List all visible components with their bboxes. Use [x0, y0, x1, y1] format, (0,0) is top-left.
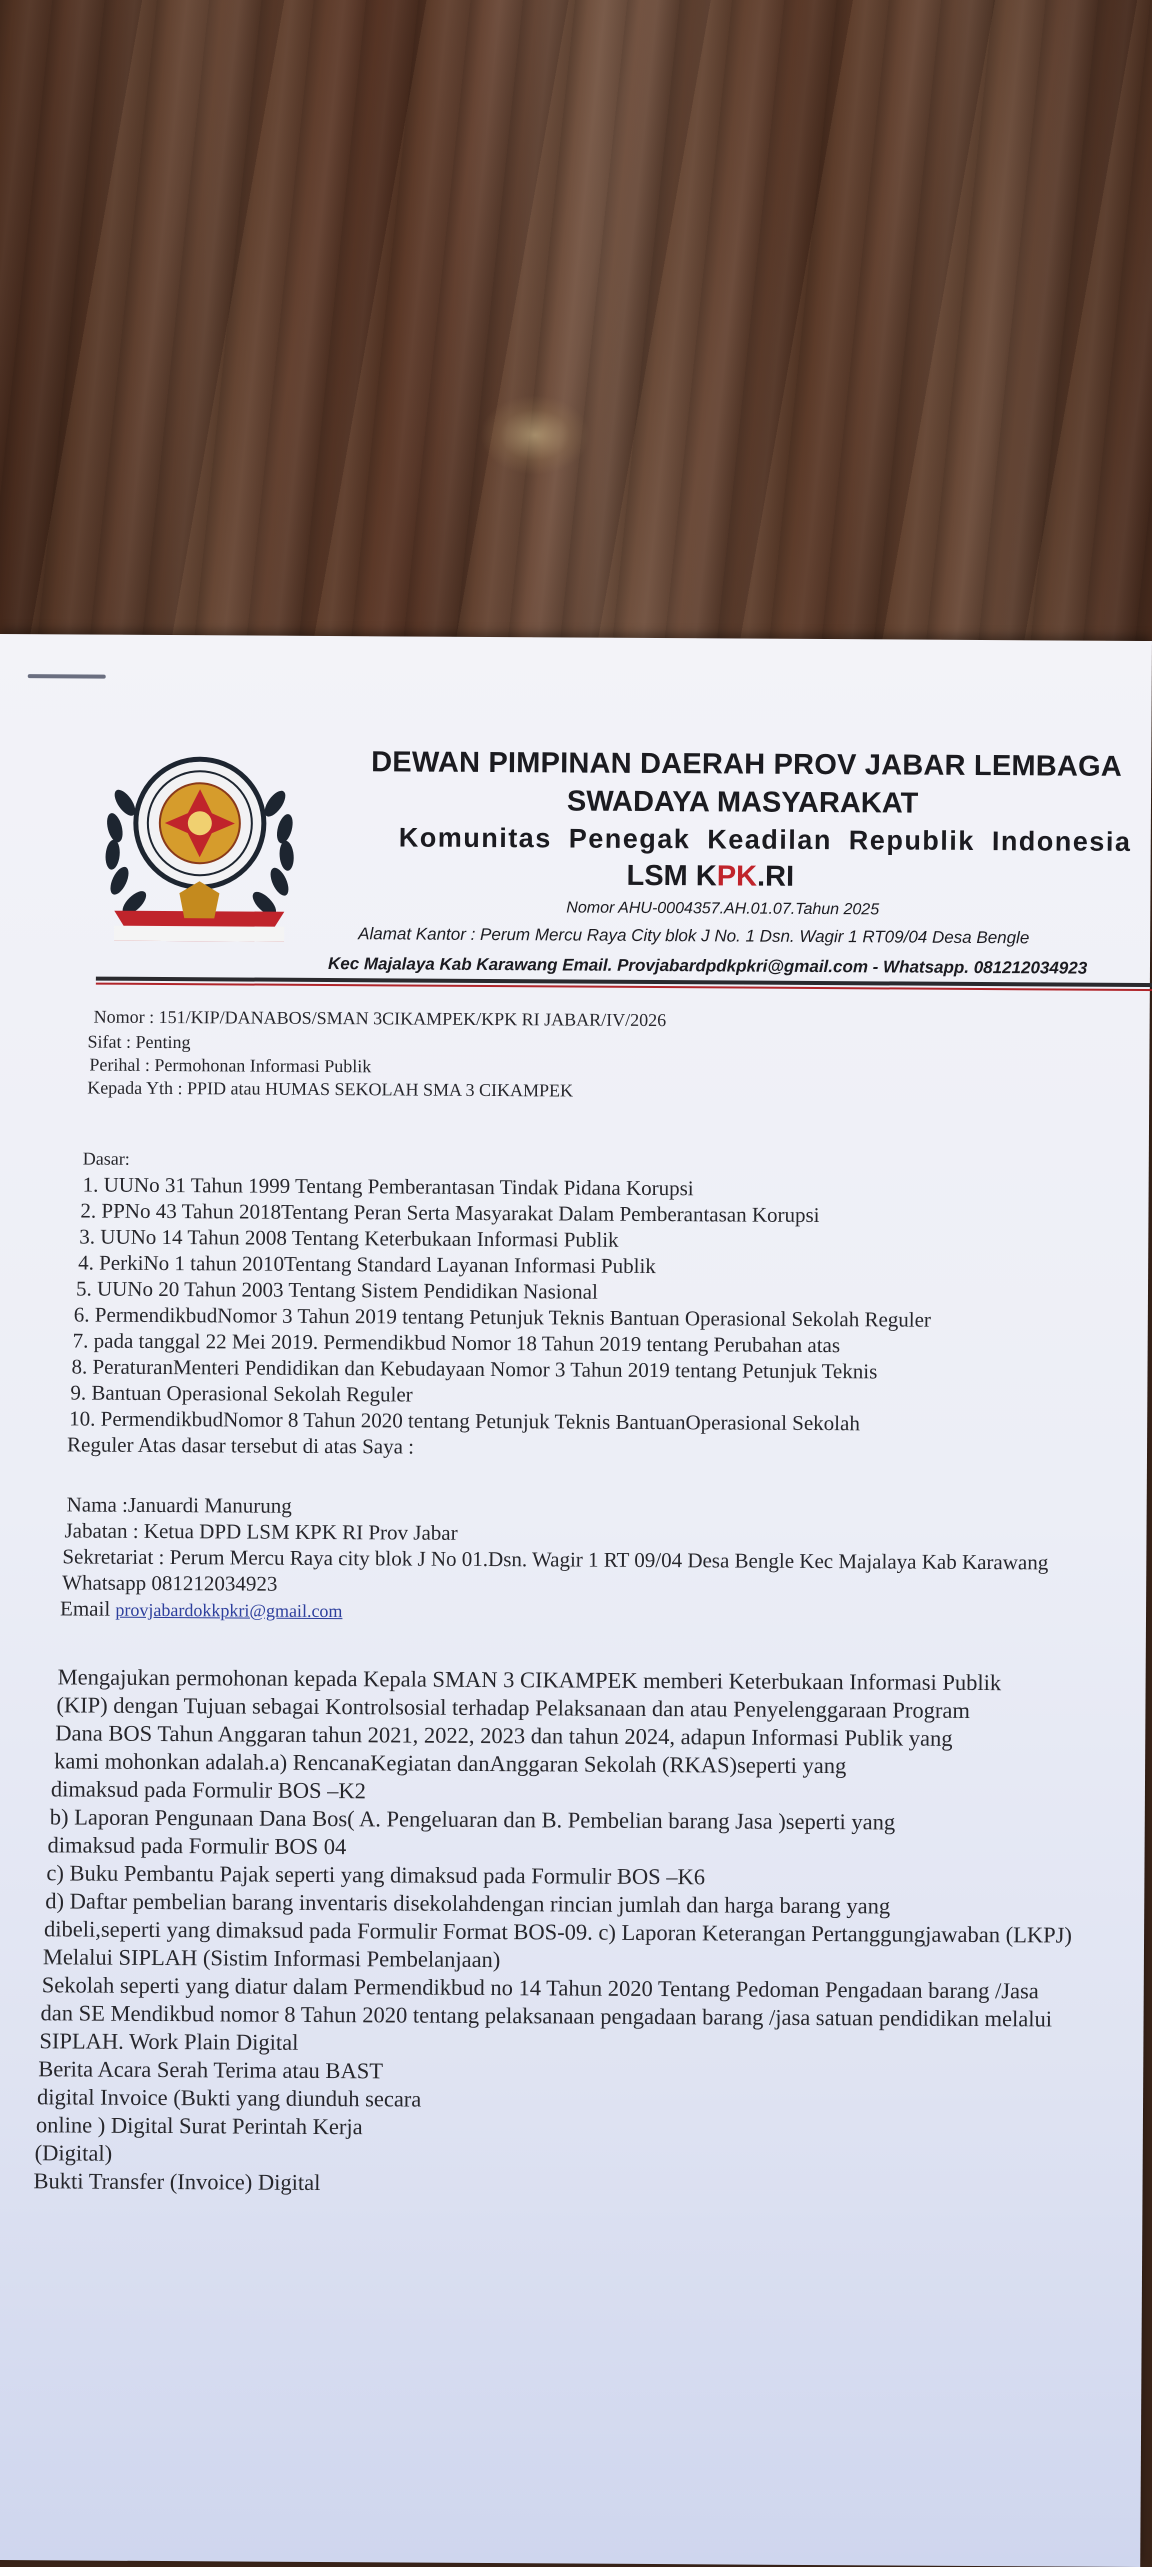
requester-whatsapp: Whatsapp 081212034923	[62, 1570, 278, 1596]
letter-recipient: Kepada Yth : PPID atau HUMAS SEKOLAH SMA 3 CIKAMPEK	[87, 1077, 574, 1101]
basis-item: 9. Bantuan Operasional Sekolah Reguler	[70, 1380, 413, 1407]
letterhead-title: DEWAN PIMPINAN DAERAH PROV JABAR LEMBAGA	[371, 746, 1123, 783]
body-line: Melalui SIPLAH (Sistim Informasi Pembelanjaan)	[42, 1944, 501, 1973]
basis-item: 8. PeraturanMenteri Pendidikan dan Kebudayaan Nomor 3 Tahun 2019 tentang Petunjuk Teknis	[71, 1354, 878, 1384]
body-line: d) Daftar pembelian barang inventaris disekolahdengan rincian jumlah dan harga barang yang	[45, 1888, 891, 1919]
body-line: c) Buku Pembantu Pajak seperti yang dimaksud pada Formulir BOS –K6	[46, 1860, 706, 1890]
body-line: online ) Digital Surat Perintah Kerja	[35, 2112, 363, 2140]
body-line: SIPLAH. Work Plain Digital	[39, 2028, 299, 2055]
basis-title: Dasar:	[82, 1148, 130, 1169]
body-line: digital Invoice (Bukti yang diunduh secara	[36, 2084, 422, 2112]
requester-position: Jabatan : Ketua DPD LSM KPK RI Prov Jabar	[64, 1518, 458, 1545]
short-name-suffix: .RI	[756, 860, 795, 893]
requester-name: Nama :Januardi Manurung	[66, 1492, 292, 1518]
letter-paper	[0, 634, 1152, 2567]
body-line: Berita Acara Serah Terima atau BAST	[38, 2056, 384, 2084]
letterhead-registration: Nomor AHU-0004357.AH.01.07.Tahun 2025	[566, 899, 880, 919]
letterhead-subtitle: SWADAYA MASYARAKAT	[566, 785, 919, 820]
body-line: dimaksud pada Formulir BOS 04	[47, 1832, 347, 1860]
body-line: kami mohonkan adalah.a) RencanaKegiatan danAnggaran Sekolah (RKAS)seperti yang	[54, 1748, 847, 1779]
short-name-accent: PK	[716, 860, 758, 893]
body-line: dimaksud pada Formulir BOS –K2	[50, 1776, 367, 1804]
body-line: (Digital)	[34, 2140, 113, 2166]
basis-item: 7. pada tanggal 22 Mei 2019. Permendikbud Nomor 18 Tahun 2019 tentang Perubahan atas	[72, 1328, 841, 1358]
body-line: Sekolah seperti yang diatur dalam Permendikbud no 14 Tahun 2020 Tentang Pedoman Pengadaan barang /Jasa	[41, 1972, 1039, 2004]
basis-closing: Reguler Atas dasar tersebut di atas Saya :	[66, 1432, 415, 1459]
body-line: Bukti Transfer (Invoice) Digital	[33, 2168, 321, 2195]
basis-item: 10. PermendikbudNomor 8 Tahun 2020 tentang Petunjuk Teknis BantuanOperasional Sekolah	[69, 1406, 860, 1436]
basis-item: 4. PerkiNo 1 tahun 2010Tentang Standard Layanan Informasi Publik	[78, 1250, 656, 1279]
body-line: Dana BOS Tahun Anggaran tahun 2021, 2022, 2023 dan tahun 2024, adapun Informasi Publik yang	[55, 1720, 953, 1751]
basis-item: 3. UUNo 14 Tahun 2008 Tentang Keterbukaan Informasi Publik	[79, 1224, 619, 1252]
body-line: Mengajukan permohonan kepada Kepala SMAN 3 CIKAMPEK memberi Keterbukaan Informasi Publik	[57, 1664, 1002, 1696]
letter-nature: Sifat : Penting	[87, 1031, 191, 1053]
email-link[interactable]: provjabardokkpkri@gmail.com	[115, 1599, 343, 1622]
letterhead-organization: Komunitas Penegak Keadilan Republik Indonesia	[398, 822, 1132, 857]
requester-address: Sekretariat : Perum Mercu Raya city blok J No 01.Dsn. Wagir 1 RT 09/04 Desa Bengle Kec Majalaya Kab Karawang	[62, 1544, 1049, 1575]
body-line: b) Laporan Pengunaan Dana Bos( A. Pengeluaran dan B. Pembelian barang Jasa )seperti yang	[49, 1804, 896, 1835]
email-label: Email	[59, 1596, 111, 1621]
letterhead-address: Alamat Kantor : Perum Mercu Raya City blok J No. 1 Dsn. Wagir 1 RT09/04 Desa Bengle	[358, 924, 1030, 948]
basis-item: 1. UUNo 31 Tahun 1999 Tentang Pemberantasan Tindak Pidana Korupsi	[82, 1172, 694, 1201]
wooden-table-background	[0, 0, 1152, 660]
body-line: dan SE Mendikbud nomor 8 Tahun 2020 tentang pelaksanaan pengadaan barang /jasa satuan pendidikan melalui	[40, 2000, 1053, 2032]
requester-email-row	[60, 1596, 343, 1623]
basis-item: 6. PermendikbudNomor 3 Tahun 2019 tentang Petunjuk Teknis Bantuan Operasional Sekolah Reguler	[73, 1302, 932, 1332]
paper-mark	[28, 674, 106, 678]
letterhead-contact: Kec Majalaya Kab Karawang Email. Provjabardpdkpkri@gmail.com - Whatsapp. 081212034923	[327, 954, 1088, 978]
letterhead-short-name	[626, 860, 794, 894]
body-line: (KIP) dengan Tujuan sebagai Kontrolsosial terhadap Pelaksanaan dan atau Penyelenggaraan Program	[56, 1692, 971, 1723]
letter-subject: Perihal : Permohonan Informasi Publik	[89, 1054, 372, 1077]
organization-seal-icon	[94, 743, 305, 954]
wood-knot	[480, 395, 590, 475]
letter-number: Nomor : 151/KIP/DANABOS/SMAN 3CIKAMPEK/KPK RI JABAR/IV/2026	[93, 1006, 667, 1031]
basis-item: 2. PPNo 43 Tahun 2018Tentang Peran Serta Masyarakat Dalam Pemberantasan Korupsi	[80, 1198, 820, 1228]
body-line: dibeli,seperti yang dimaksud pada Formulir Format BOS-09. c) Laporan Keterangan Pertanggungjawaban (LKPJ)	[44, 1916, 1073, 1948]
basis-item: 5. UUNo 20 Tahun 2003 Tentang Sistem Pendidikan Nasional	[75, 1276, 598, 1304]
short-name-prefix: LSM K	[626, 859, 717, 893]
